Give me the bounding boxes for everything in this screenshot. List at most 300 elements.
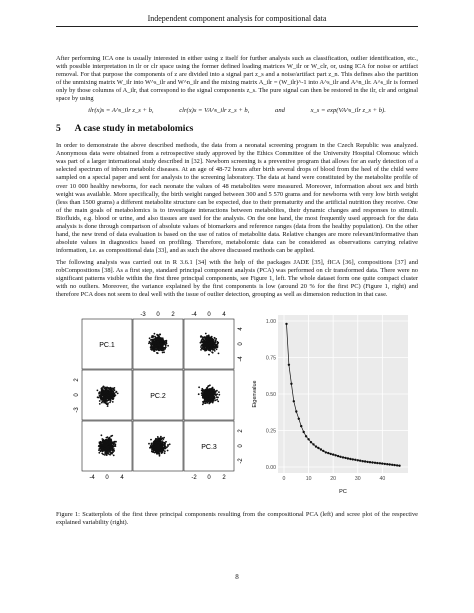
scatter-point: [113, 392, 115, 394]
scatter-point: [207, 347, 209, 349]
scatter-point: [149, 338, 151, 340]
scatter-point: [165, 340, 167, 342]
scatter-point: [113, 441, 115, 443]
scatter-point: [158, 445, 160, 447]
scatter-point: [208, 399, 210, 401]
scree-point: [396, 464, 398, 466]
scree-plot: [248, 309, 413, 497]
scatter-point: [202, 404, 204, 406]
scatter-point: [162, 447, 164, 449]
scatter-point: [213, 400, 215, 402]
scatter-point: [212, 347, 214, 349]
scatter-point: [213, 389, 215, 391]
scree-point: [379, 462, 381, 464]
scatter-point: [152, 445, 154, 447]
scatter-point: [154, 347, 156, 349]
scree-point: [376, 462, 378, 464]
scatter-point: [155, 447, 157, 449]
scatter-point: [107, 405, 109, 407]
scatter-point: [205, 349, 207, 351]
scree-point: [312, 443, 314, 445]
scatter-point: [105, 440, 107, 442]
scatter-point: [99, 400, 101, 402]
scatter-point: [101, 388, 103, 390]
page-content: [56, 55, 418, 527]
axis-tick-bottom: 2: [222, 475, 226, 482]
scatter-point: [102, 454, 104, 456]
y-tick-label: 1.00: [265, 319, 276, 326]
scatter-point: [101, 389, 103, 391]
scatter-point: [163, 352, 165, 354]
scree-point: [386, 463, 388, 465]
scatter-point: [208, 391, 210, 393]
axis-tick-top: 4: [222, 312, 226, 319]
scatter-point: [103, 439, 105, 441]
scatter-point: [105, 445, 107, 447]
scatter-point: [203, 400, 205, 402]
scree-point: [359, 460, 361, 462]
scatter-point: [102, 386, 104, 388]
scree-point: [300, 425, 302, 427]
scatter-point: [211, 351, 213, 353]
scree-point: [303, 431, 305, 433]
scatter-point: [161, 347, 163, 349]
scatter-point: [153, 346, 155, 348]
scatter-point: [101, 435, 103, 437]
scatter-point: [151, 341, 153, 343]
scatter-point: [213, 343, 215, 345]
scatter-point: [215, 346, 217, 348]
scatter-point: [213, 341, 215, 343]
scatter-point: [156, 337, 158, 339]
scatter-point: [208, 354, 210, 356]
scatter-point: [218, 394, 220, 396]
case-study-paragraph-1: In order to demonstrate the above described methods, the data from a neonatal screening program in the Czech Republic was analyzed. Anonymous data were obtained from a retrospective study approved by the Ethics Committee of the University Hospital Olomouc which was part of a larger international study described in [32]. Newborn screening is a preventive program that allows for an early detection of a selected spectrum of inborn metabolic diseases. At an age of 48-72 hours after birth several drops of blood from the heel of the child were sampled on a special paper and sent for analysis to the screening laboratory. The data at hand were constituted by the metabolite profile of over 10 000 healthy newborns, for each neonate the values of 48 metabolites were measured. Moreover, information about sex and birth weight was available. More specifically, the birth weight ranged between 300 and 5 570 grams and for newborns with very low birth weight (less than 1500 grams) a different metabolite structure can be expected, due to their prematurity and the artificial nutrition they receive. One of the main goals of metabolomics is to investigate interactions between metabolites, their dynamic changes and responses to stimuli. Biofluids, e.g. blood or urine, and also tissues are used for the analysis. On the one hand, the most frequently used approach for the data analysis is done through comparison of absolute values of biomarkers and reference ranges (data from the healthy population). On the other hand, the new trend of data evaluation is based on the use of ratios of metabolite data. Relative changes are more relevant/informative than absolute values in diagnostics based on profiling. Therefore, metabolomic data can be considered as observations carrying relative information, i.e. as compositional data [33], and as such the above discussed methods can be applied.: [56, 142, 418, 254]
scatter-point: [216, 399, 218, 401]
scatter-point: [152, 451, 154, 453]
axis-tick-top: -4: [191, 312, 197, 319]
scatter-point: [103, 442, 105, 444]
scatter-point: [207, 389, 209, 391]
x-tick-label: 40: [379, 476, 386, 483]
x-tick-label: 10: [305, 476, 312, 483]
y-tick-label: 0.50: [265, 392, 276, 399]
scree-point: [320, 448, 322, 450]
scree-point: [381, 463, 383, 465]
scatter-point: [108, 446, 110, 448]
axis-tick-bottom: -2: [191, 475, 197, 482]
axis-tick-top: 0: [207, 312, 211, 319]
scatter-point: [109, 450, 111, 452]
scatter-point: [212, 388, 214, 390]
scatter-point: [164, 448, 166, 450]
scatter-point: [166, 343, 168, 345]
scatter-point: [105, 387, 107, 389]
axis-tick-right: -4: [238, 356, 244, 362]
pc-label: PC.1: [99, 342, 115, 350]
pc-label: PC.2: [150, 393, 166, 401]
scatter-point: [211, 396, 213, 398]
scatter-point: [109, 402, 111, 404]
scatter-point: [214, 340, 216, 342]
section-title: A case study in metabolomics: [74, 124, 194, 135]
scatter-point: [99, 403, 101, 405]
scatter-point: [204, 348, 206, 350]
scatter-point: [204, 341, 206, 343]
scree-point: [307, 438, 309, 440]
scatter-point: [164, 443, 166, 445]
scatter-point: [218, 391, 220, 393]
scatter-point: [159, 455, 161, 457]
scree-point: [342, 456, 344, 458]
scatter-point: [103, 391, 105, 393]
scatter-point: [214, 337, 216, 339]
scatter-point: [159, 337, 161, 339]
axis-tick-right: -2: [238, 458, 244, 464]
scatter-point: [152, 448, 154, 450]
scatter-point: [161, 447, 163, 449]
scatter-point: [159, 339, 161, 341]
scree-point: [349, 458, 351, 460]
scatter-point: [156, 352, 158, 354]
scree-point: [364, 460, 366, 462]
scatter-point: [151, 335, 153, 337]
scatter-point: [210, 348, 212, 350]
scatter-point: [109, 388, 111, 390]
scatter-point: [104, 395, 106, 397]
scatter-point: [99, 396, 101, 398]
y-tick-label: 0.75: [265, 355, 276, 362]
scatter-point: [155, 345, 157, 347]
scatter-point: [157, 341, 159, 343]
scatter-point: [213, 349, 215, 351]
scatter-point: [201, 388, 203, 390]
scatter-point: [103, 397, 105, 399]
page-number: 8: [235, 573, 239, 581]
section-heading: [56, 124, 418, 134]
y-axis-label: Eigenvalue: [252, 380, 258, 408]
scatter-point: [113, 455, 115, 457]
scatter-point: [212, 339, 214, 341]
scatter-point: [148, 343, 150, 345]
scatter-point: [115, 445, 117, 447]
equation-ilr: ilr(x)s = A^s_ilr z_s + b,: [88, 107, 154, 115]
scatter-point: [162, 440, 164, 442]
equation-and: and: [275, 107, 285, 115]
scatter-point: [98, 445, 100, 447]
scatter-point: [154, 445, 156, 447]
scatter-point: [204, 394, 206, 396]
scatter-point: [214, 397, 216, 399]
scree-point: [398, 465, 400, 467]
scatter-point: [98, 452, 100, 454]
scatter-point: [200, 341, 202, 343]
scatter-point: [105, 401, 107, 403]
scatter-point: [160, 436, 162, 438]
scatter-point: [206, 343, 208, 345]
scree-point: [389, 463, 391, 465]
scatter-point: [151, 443, 153, 445]
scatter-point: [205, 392, 207, 394]
axis-tick-top: -3: [140, 312, 146, 319]
scatter-point: [162, 340, 164, 342]
scatter-point: [107, 404, 109, 406]
scatter-point: [205, 337, 207, 339]
case-study-paragraph-2: The following analysis was carried out in R 3.6.1 [34] with the help of the packages JADE [35], fICA [36], compositions [37] and robCompositions [38]. As a first step, standard principal component analysis (PCA) was performed on clr transformed data. There were no significant patterns visible within the first three principal components, see Figure 1, left. The whole dataset form one quite compact cluster with no outliers. Moreover, the variance explained by the first components is low (around 20 % for the first PC) (Figure 1, right) and therefore PCA does not seem to deal well with the issue of outlier detection, grouping as well as dimension reduction in that case.: [56, 258, 418, 299]
scatter-point: [107, 387, 109, 389]
scatter-point: [116, 391, 118, 393]
scatter-point: [150, 439, 152, 441]
scatter-point: [201, 336, 203, 338]
scree-point: [347, 457, 349, 459]
scatter-point: [202, 391, 204, 393]
y-tick-label: 0.25: [265, 428, 276, 435]
scree-point: [305, 435, 307, 437]
scree-point: [366, 461, 368, 463]
scatter-point: [97, 397, 99, 399]
scatter-point: [154, 350, 156, 352]
scatter-point: [160, 444, 162, 446]
scree-point: [290, 383, 292, 385]
scree-point: [339, 456, 341, 458]
scatter-point: [211, 336, 213, 338]
scree-point: [391, 464, 393, 466]
scatter-point: [165, 347, 167, 349]
scatter-point: [206, 402, 208, 404]
scatter-point: [157, 447, 159, 449]
x-tick-label: 20: [330, 476, 337, 483]
scatter-point: [169, 444, 171, 446]
scatter-point: [218, 353, 220, 355]
scatter-point: [164, 452, 166, 454]
scree-point: [357, 459, 359, 461]
scatter-point: [153, 349, 155, 351]
scatter-point: [99, 393, 101, 395]
scatter-point: [155, 442, 157, 444]
scatter-point: [163, 343, 165, 345]
pc-label: PC.3: [201, 444, 217, 452]
scatter-point: [209, 337, 211, 339]
scatter-point: [157, 436, 159, 438]
scatter-point: [208, 394, 210, 396]
scatter-point: [100, 449, 102, 451]
scatter-point: [108, 395, 110, 397]
scatter-point: [167, 345, 169, 347]
section-number: 5: [56, 124, 61, 135]
scatter-point: [157, 451, 159, 453]
scree-point: [362, 460, 364, 462]
restoration-equation: [56, 107, 418, 114]
scatter-point: [111, 395, 113, 397]
scatter-point: [108, 439, 110, 441]
axis-tick-bottom: -4: [89, 475, 95, 482]
scatter-point: [100, 394, 102, 396]
scatter-point: [156, 343, 158, 345]
scatter-point: [117, 393, 119, 395]
scree-point: [374, 462, 376, 464]
scatter-point: [167, 450, 169, 452]
scatter-point: [150, 348, 152, 350]
scatter-point: [104, 448, 106, 450]
scatter-point: [112, 398, 114, 400]
scree-point: [354, 459, 356, 461]
scatter-point: [108, 453, 110, 455]
scatter-point: [148, 443, 150, 445]
scatter-point: [205, 401, 207, 403]
scatter-point: [158, 348, 160, 350]
scatter-point: [112, 401, 114, 403]
scatter-point: [158, 334, 160, 336]
scatter-point: [156, 438, 158, 440]
scatter-point: [208, 343, 210, 345]
scree-point: [325, 451, 327, 453]
scatter-point: [217, 401, 219, 403]
axis-tick-bottom: 0: [207, 475, 211, 482]
scree-point: [352, 458, 354, 460]
scatter-point: [200, 349, 202, 351]
scatter-point: [202, 395, 204, 397]
scatter-point: [161, 451, 163, 453]
scatter-point: [100, 447, 102, 449]
scree-point: [293, 400, 295, 402]
equation-clr: clr(x)s = VA^s_ilr z_s + b,: [179, 107, 250, 115]
scree-point: [371, 461, 373, 463]
scatter-point: [159, 334, 161, 336]
scree-point: [298, 418, 300, 420]
scree-point: [334, 454, 336, 456]
scree-point: [327, 452, 329, 454]
scatter-point: [106, 396, 108, 398]
scatter-point: [209, 385, 211, 387]
scatter-point: [210, 340, 212, 342]
scatter-point: [150, 445, 152, 447]
scatter-point: [106, 437, 108, 439]
scree-point: [288, 364, 290, 366]
scatter-point: [215, 400, 217, 402]
axis-tick-right: 0: [238, 342, 244, 346]
scatter-point: [152, 343, 154, 345]
scree-point: [337, 455, 339, 457]
scatter-point: [109, 442, 111, 444]
scatter-point: [106, 448, 108, 450]
scatter-point: [104, 452, 106, 454]
scatter-point: [112, 388, 114, 390]
scatter-point: [158, 440, 160, 442]
scatter-point: [216, 393, 218, 395]
scatter-point: [160, 448, 162, 450]
axis-tick-right: 2: [238, 429, 244, 433]
scatter-point: [106, 453, 108, 455]
scatter-point: [105, 443, 107, 445]
axis-tick-top: 0: [156, 312, 160, 319]
scree-point: [315, 446, 317, 448]
x-axis-label: PC: [339, 489, 347, 496]
scatter-point: [206, 394, 208, 396]
scatter-point: [201, 339, 203, 341]
axis-tick-right: 4: [238, 327, 244, 331]
axis-tick-left: 0: [74, 393, 80, 397]
scatter-point: [111, 445, 113, 447]
running-header: Independent component analysis for compositional data: [56, 14, 418, 27]
scatter-point: [211, 399, 213, 401]
axis-tick-bottom: 4: [120, 475, 124, 482]
scatter-point: [159, 442, 161, 444]
scatter-point: [198, 387, 200, 389]
scatter-point: [99, 443, 101, 445]
scatter-point: [205, 402, 207, 404]
scatter-point: [159, 438, 161, 440]
scatter-point: [104, 399, 106, 401]
scatter-point: [101, 402, 103, 404]
scatter-point: [216, 390, 218, 392]
scatter-point: [105, 399, 107, 401]
scatter-point: [112, 451, 114, 453]
scatter-point: [206, 340, 208, 342]
scatter-point: [198, 393, 200, 395]
scatter-point: [203, 345, 205, 347]
scatter-point: [160, 343, 162, 345]
scatter-point: [203, 391, 205, 393]
scatter-point: [110, 439, 112, 441]
scatter-point: [212, 402, 214, 404]
scatter-point: [217, 397, 219, 399]
scree-point: [285, 323, 287, 325]
scatter-point: [210, 390, 212, 392]
figure-1: [56, 307, 418, 505]
scatter-point: [164, 348, 166, 350]
scatter-point: [158, 453, 160, 455]
scatter-point: [154, 333, 156, 335]
scatter-point: [113, 391, 115, 393]
axis-tick-left: 2: [74, 378, 80, 382]
scree-point: [330, 453, 332, 455]
scree-point: [322, 450, 324, 452]
scatter-point: [98, 449, 100, 451]
pca-scatterplot-matrix: [64, 307, 244, 497]
x-tick-label: 30: [354, 476, 361, 483]
scatter-point: [111, 435, 113, 437]
scatter-point: [107, 399, 109, 401]
scatter-point: [155, 349, 157, 351]
axis-tick-right: 0: [238, 444, 244, 448]
scatter-point: [107, 443, 109, 445]
scree-point: [317, 447, 319, 449]
scree-point: [310, 441, 312, 443]
axis-tick-left: -3: [74, 407, 80, 413]
equation-orig: x_s = exp(VA^s_ilr z_s + b).: [310, 107, 386, 115]
scatter-point: [101, 444, 103, 446]
scatter-point: [109, 444, 111, 446]
x-tick-label: 0: [282, 476, 286, 483]
scree-point: [393, 464, 395, 466]
scatter-point: [206, 387, 208, 389]
scatter-point: [162, 449, 164, 451]
scatter-point: [97, 390, 99, 392]
scatter-point: [109, 390, 111, 392]
scatter-point: [213, 393, 215, 395]
scatter-point: [200, 346, 202, 348]
y-tick-label: 0.00: [265, 465, 276, 472]
scree-point: [332, 454, 334, 456]
scree-point: [384, 463, 386, 465]
scatter-point: [205, 333, 207, 335]
axis-tick-bottom: 0: [105, 475, 109, 482]
scree-point: [295, 410, 297, 412]
intro-paragraph: After performing ICA one is usually interested in either using z itself for further analysis such as classification, outlier identification, etc., with possible interpretation in ilr or clr space using the former defined loading matrices W_ilr or W_clr, or, using ICA for noise or artifact removal. For that purpose the components of z are divided into a signal part z_s and a noise/artifact part z_n. This defines also the partition of the unmixing matrix W_ilr into W^s_ilr and W^n_ilr and the mixing matrix A_ilr = (W_ilr)^-1 into A^s_ilr and A^n_ilr. A^s_ilr is formed only by those columns of A_ilr, that correspond to the signal components z_s. The pure signal can then be restored in the ilr, clr and original space by using: [56, 55, 418, 103]
scatter-point: [106, 393, 108, 395]
scatter-point: [216, 344, 218, 346]
scree-point: [344, 457, 346, 459]
